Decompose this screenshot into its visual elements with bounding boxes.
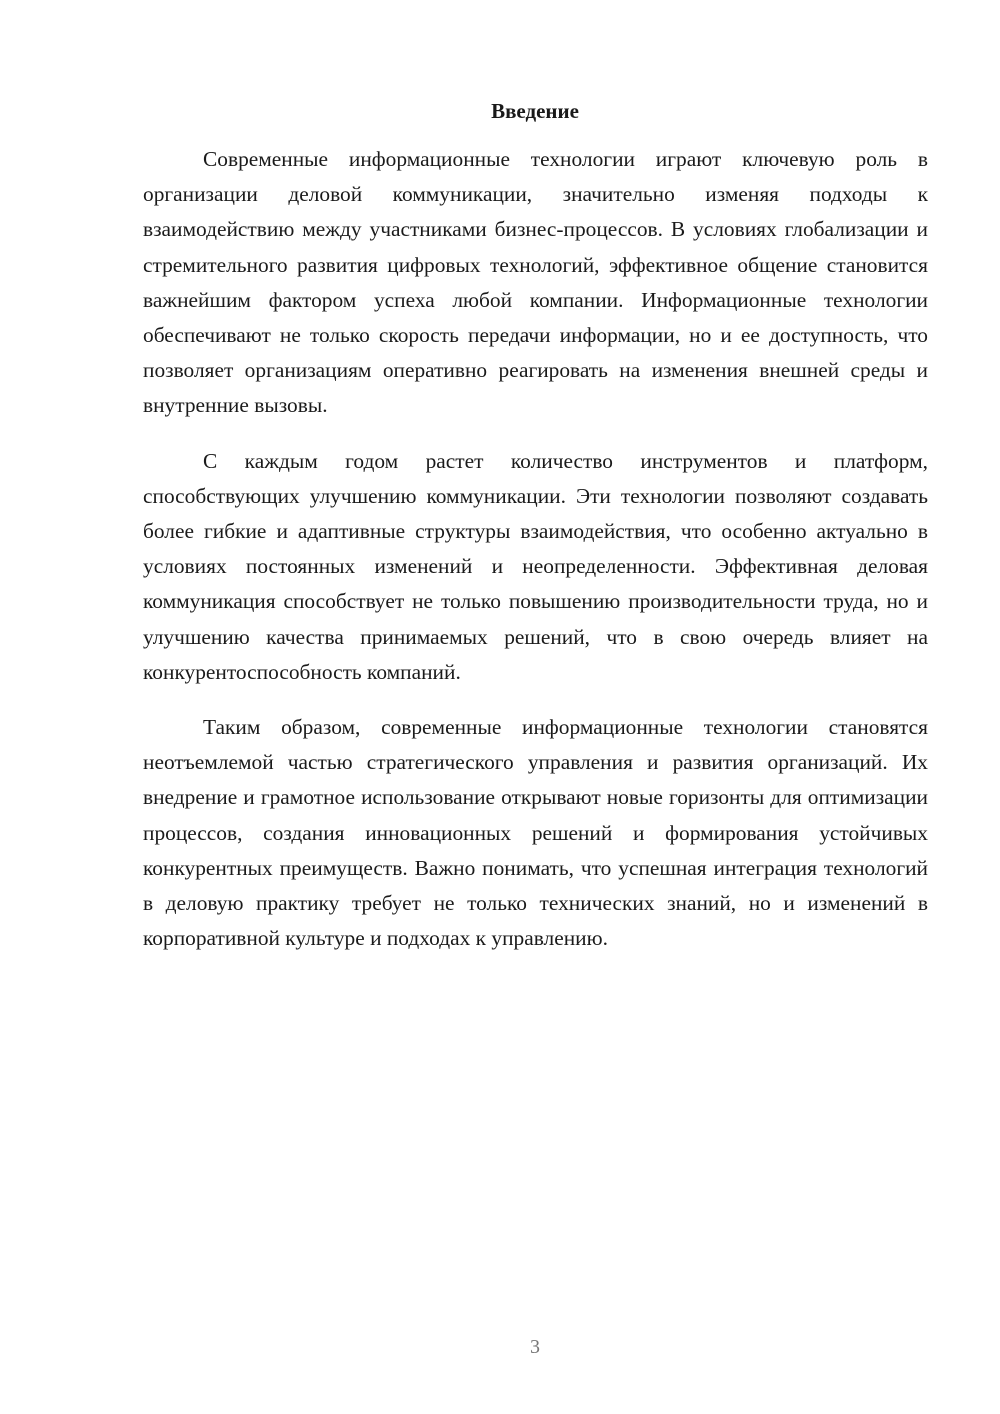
paragraph-2: С каждым годом растет количество инструментов и платформ, способствующих улучшению коммуникации. Эти технологии позволяют создавать более гибкие и адаптивные структуры взаимодействия, что особенно актуально в условиях постоянных изменений и неопределенности. Эффективная деловая коммуникация способствует не только повышению производительности труда, но и улучшению качества принимаемых решений, что в свою очередь влияет на конкурентоспособность компаний. bbox=[143, 448, 928, 684]
body-text bbox=[143, 142, 928, 976]
section-heading: Введение bbox=[491, 99, 579, 123]
paragraph-1: Современные информационные технологии играют ключевую роль в организации деловой коммуникации, значительно изменяя подходы к взаимодействию между участниками бизнес-процессов. В условиях глобализации и стремительного развития цифровых технологий, эффективное общение становится важнейшим фактором успеха любой компании. Информационные технологии обеспечивают не только скорость передачи информации, но и ее доступность, что позволяет организациям оперативно реагировать на изменения внешней среды и внутренние вызовы. bbox=[143, 147, 928, 418]
page-number: 3 bbox=[530, 1336, 540, 1358]
paragraph-3: Таким образом, современные информационные технологии становятся неотъемлемой частью стратегического управления и развития организаций. Их внедрение и грамотное использование открывают новые горизонты для оптимизации процессов, создания инновационных решений и формирования устойчивых конкурентных преимуществ. Важно понимать, что успешная интеграция технологий в деловую практику требует не только технических знаний, но и изменений в корпоративной культуре и подходах к управлению. bbox=[143, 715, 928, 951]
